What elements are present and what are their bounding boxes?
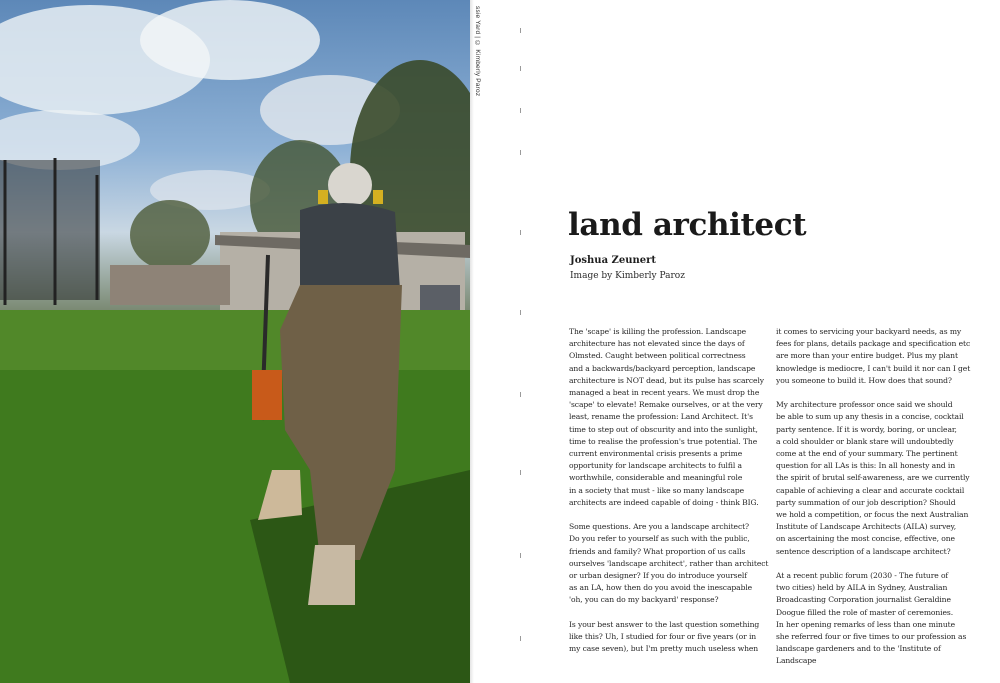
paragraph: My architecture professor once said we should be able to sum up any thesis in a concise, cocktail party sentence. If it is wordy, boring, or unclear, a cold shoulder or blank stare will undoubtedly come at the end of your summary. The pertinent question for all LAs is this: In all honesty and in the spirit of brutal self-awareness, are we currently capable of achieving a clear and accurate cocktail party summation of our job description? Should we hold a competition, or focus the next Australian Institute of Landscape Architects (AILA) survey, on ascertaining the most concise, effective, one sentence description of a landscape architect? <box>776 400 970 556</box>
body-column-1 <box>569 326 769 668</box>
margin-mark <box>520 636 521 641</box>
paragraph: At a recent public forum (2030 - The future of two cities) held by AILA in Sydney, Australian Broadcasting Corporation journalist Geraldine Doogue filled the role of master of ceremonies. In her opening remarks of less than one minute she referred four or five times to our profession as landscape gardeners and to the 'Institute of Landscape <box>776 571 967 666</box>
margin-mark <box>520 310 521 315</box>
margin-mark <box>520 150 521 155</box>
margin-mark <box>520 66 521 71</box>
margin-mark <box>520 108 521 113</box>
article-author: Joshua Zeunert <box>570 255 656 266</box>
photo-illustration <box>0 0 470 683</box>
margin-mark <box>520 28 521 33</box>
paragraph: Is your best answer to the last question something like this? Uh, I studied for four or five years (or in my case seven), but I'm pretty much useless when <box>569 619 760 654</box>
margin-mark <box>520 553 521 558</box>
image-credit: Image by Kimberly Paroz <box>570 271 685 281</box>
page-gutter <box>470 0 474 683</box>
paragraph: The 'scape' is killing the profession. Landscape architecture has not elevated since the days of Olmsted. Caught between political correctness and a backwards/backyard perception, landscape architecture is NOT dead, but its pulse has scarcely managed a beat in recent years. We must drop the 'scape' to elevate! Remake ourselves, or at the very least, rename the profession: Land Architect. It's time to step out of obscurity and into the sunlight, time to realise the profession's true potential. The current environmental crisis presents a prime opportunity for landscape architects to fulfil a worthwhile, considerable and meaningful role in a society that must - like so many landscape architects are indeed capable of doing - think BIG. <box>569 327 764 507</box>
photo-credit: ssie Yard | © Kimberly Paroz <box>474 6 481 97</box>
margin-mark <box>520 392 521 397</box>
article-title: land architect <box>568 207 807 243</box>
margin-marks <box>520 0 530 683</box>
paragraph: Some questions. Are you a landscape architect? Do you refer to yourself as such with the public, friends and family? What proportion of us calls ourselves 'landscape architect', rather than architect or urban designer? If you do introduce yourself as an LA, how then do you avoid the inescapable 'oh, you can do my backyard' response? <box>569 522 769 605</box>
margin-mark <box>520 230 521 235</box>
boy-mowing-lawn-photo <box>0 0 470 683</box>
paragraph: it comes to servicing your backyard needs, as my fees for plans, details package and specification etc are more than your entire budget. Plus my plant knowledge is mediocre, I can't build it nor can I get you someone to build it. How does that sound? <box>776 327 971 385</box>
margin-mark <box>520 470 521 475</box>
body-column-2 <box>776 326 976 680</box>
